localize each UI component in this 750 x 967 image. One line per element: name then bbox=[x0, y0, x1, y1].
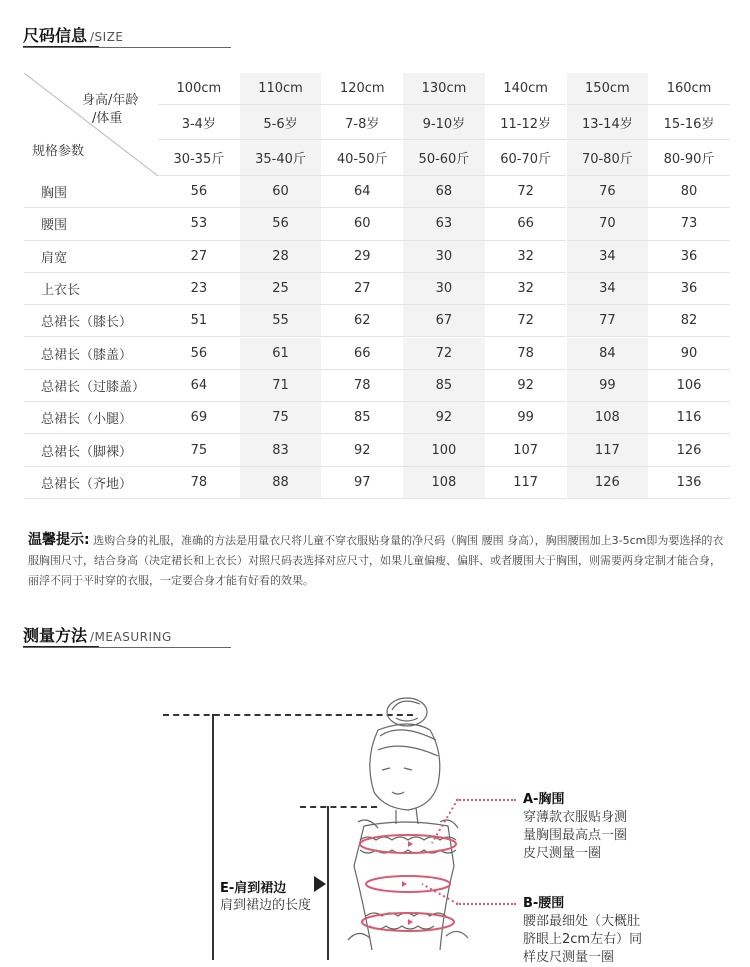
header-spec-label: 规格参数 bbox=[32, 144, 85, 159]
table-cell: 51 bbox=[158, 305, 240, 337]
header-age-cell: 5-6岁 bbox=[240, 105, 322, 140]
table-cell: 53 bbox=[158, 208, 240, 240]
table-cell: 34 bbox=[567, 273, 649, 305]
table-cell: 64 bbox=[158, 370, 240, 402]
chest-leader-diagonal bbox=[430, 797, 460, 845]
row-label: 总裙长（过膝盖） bbox=[24, 370, 158, 402]
table-cell: 80 bbox=[648, 176, 730, 208]
measure-title-cn: 测量方法 bbox=[23, 626, 88, 645]
table-cell: 25 bbox=[240, 273, 322, 305]
table-cell: 68 bbox=[403, 176, 485, 208]
table-cell: 88 bbox=[240, 467, 322, 499]
table-cell: 56 bbox=[240, 208, 322, 240]
table-cell: 67 bbox=[403, 305, 485, 337]
size-table bbox=[24, 73, 730, 499]
table-cell: 85 bbox=[403, 370, 485, 402]
row-label: 腰围 bbox=[24, 208, 158, 240]
row-label: 总裙长（脚裸） bbox=[24, 434, 158, 466]
table-cell: 55 bbox=[240, 305, 322, 337]
waist-title: B-腰围 bbox=[523, 896, 565, 911]
table-cell: 34 bbox=[567, 241, 649, 273]
table-cell: 66 bbox=[321, 338, 403, 370]
table-cell: 99 bbox=[485, 402, 567, 434]
header-age-cell: 15-16岁 bbox=[648, 105, 730, 140]
table-cell: 56 bbox=[158, 338, 240, 370]
table-cell: 62 bbox=[321, 305, 403, 337]
chest-desc-line: 皮尺测量一圈 bbox=[523, 846, 602, 861]
table-cell: 27 bbox=[158, 241, 240, 273]
table-cell: 85 bbox=[321, 402, 403, 434]
table-cell: 107 bbox=[485, 434, 567, 466]
table-cell: 78 bbox=[485, 338, 567, 370]
table-cell: 116 bbox=[648, 402, 730, 434]
table-cell: 75 bbox=[240, 402, 322, 434]
measure-section-title bbox=[23, 623, 172, 646]
waist-desc bbox=[523, 913, 642, 967]
table-cell: 23 bbox=[158, 273, 240, 305]
row-label: 总裙长（膝盖） bbox=[24, 338, 158, 370]
table-cell: 117 bbox=[485, 467, 567, 499]
table-cell: 32 bbox=[485, 273, 567, 305]
table-cell: 71 bbox=[240, 370, 322, 402]
table-cell: 61 bbox=[240, 338, 322, 370]
size-title-cn: 尺码信息 bbox=[23, 26, 88, 45]
tip-paragraph bbox=[28, 530, 731, 591]
table-cell: 32 bbox=[485, 241, 567, 273]
header-weight-cell: 80-90斤 bbox=[648, 140, 730, 176]
table-cell: 76 bbox=[567, 176, 649, 208]
table-cell: 100 bbox=[403, 434, 485, 466]
header-weight-cell: 30-35斤 bbox=[158, 140, 240, 176]
waist-leader-line bbox=[456, 903, 516, 905]
table-cell: 90 bbox=[648, 338, 730, 370]
measure-title-en: /MEASURING bbox=[90, 630, 172, 644]
header-height-cell: 110cm bbox=[240, 73, 322, 105]
table-cell: 92 bbox=[485, 370, 567, 402]
table-cell: 66 bbox=[485, 208, 567, 240]
header-height-cell: 140cm bbox=[485, 73, 567, 105]
row-label: 总裙长（齐地） bbox=[24, 467, 158, 499]
table-cell: 99 bbox=[567, 370, 649, 402]
table-cell: 36 bbox=[648, 273, 730, 305]
header-weight-cell: 60-70斤 bbox=[485, 140, 567, 176]
shoulder-hem-desc: 肩到裙边的长度 bbox=[220, 898, 312, 913]
table-cell: 63 bbox=[403, 208, 485, 240]
header-height-cell: 100cm bbox=[158, 73, 240, 105]
table-cell: 72 bbox=[485, 305, 567, 337]
table-cell: 78 bbox=[158, 467, 240, 499]
row-label: 肩宽 bbox=[24, 241, 158, 273]
header-weight-cell: 40-50斤 bbox=[321, 140, 403, 176]
size-section-title bbox=[23, 23, 124, 46]
header-weight-label: /体重 bbox=[92, 111, 123, 126]
row-label: 上衣长 bbox=[24, 273, 158, 305]
waist-desc-line: 腰部最细处（大概肚 bbox=[523, 914, 641, 929]
header-height-cell: 150cm bbox=[567, 73, 649, 105]
chest-desc-line: 量胸围最高点一圈 bbox=[523, 828, 628, 843]
height-vertical-line bbox=[212, 714, 214, 960]
row-label: 总裙长（小腿） bbox=[24, 402, 158, 434]
table-cell: 29 bbox=[321, 241, 403, 273]
header-age-cell: 7-8岁 bbox=[321, 105, 403, 140]
table-cell: 70 bbox=[567, 208, 649, 240]
table-cell: 92 bbox=[321, 434, 403, 466]
table-cell: 28 bbox=[240, 241, 322, 273]
table-cell: 83 bbox=[240, 434, 322, 466]
table-cell: 108 bbox=[567, 402, 649, 434]
table-cell: 69 bbox=[158, 402, 240, 434]
waist-desc-line: 脐眼上2cm左右）同 bbox=[523, 932, 643, 947]
table-cell: 64 bbox=[321, 176, 403, 208]
chest-desc-line: 穿薄款衣服贴身测 bbox=[523, 810, 628, 825]
chest-desc bbox=[523, 809, 627, 863]
table-cell: 60 bbox=[321, 208, 403, 240]
table-cell: 72 bbox=[485, 176, 567, 208]
header-height-age-label: 身高/年龄 bbox=[82, 93, 139, 108]
header-height-cell: 130cm bbox=[403, 73, 485, 105]
header-age-cell: 3-4岁 bbox=[158, 105, 240, 140]
table-cell: 82 bbox=[648, 305, 730, 337]
table-cell: 126 bbox=[567, 467, 649, 499]
table-cell: 72 bbox=[403, 338, 485, 370]
table-cell: 36 bbox=[648, 241, 730, 273]
table-cell: 73 bbox=[648, 208, 730, 240]
table-cell: 92 bbox=[403, 402, 485, 434]
table-cell: 77 bbox=[567, 305, 649, 337]
waist-leader-diagonal bbox=[420, 882, 460, 906]
header-weight-cell: 50-60斤 bbox=[403, 140, 485, 176]
table-cell: 97 bbox=[321, 467, 403, 499]
table-cell: 56 bbox=[158, 176, 240, 208]
tip-title: 温馨提示: bbox=[28, 532, 90, 548]
table-cell: 75 bbox=[158, 434, 240, 466]
size-title-en: /SIZE bbox=[90, 30, 124, 44]
row-label: 胸围 bbox=[24, 176, 158, 208]
table-cell: 136 bbox=[648, 467, 730, 499]
table-cell: 106 bbox=[648, 370, 730, 402]
header-age-cell: 11-12岁 bbox=[485, 105, 567, 140]
table-cell: 30 bbox=[403, 273, 485, 305]
waist-desc-line: 样皮尺测量一圈 bbox=[523, 950, 615, 965]
table-cell: 30 bbox=[403, 241, 485, 273]
table-cell: 126 bbox=[648, 434, 730, 466]
row-label: 总裙长（膝长） bbox=[24, 305, 158, 337]
chest-leader-line bbox=[456, 799, 516, 801]
header-height-cell: 160cm bbox=[648, 73, 730, 105]
tip-text: 选购合身的礼服，准确的方法是用量衣尺将儿童不穿衣服贴身量的净尺码（胸围 腰围 身高），胸围腰围加上3-5cm即为要选择的衣服胸围尺寸，结合身高（决定裙长和上衣长）对照尺码表选择对应尺寸，如果儿童偏瘦、偏胖、或者腰围大于胸围，则需要两身定制才能合身，丽浮不同于平时穿的衣服，一定要合身才能有好看的效果。 bbox=[28, 534, 724, 587]
table-cell: 27 bbox=[321, 273, 403, 305]
table-cell: 117 bbox=[567, 434, 649, 466]
header-height-cell: 120cm bbox=[321, 73, 403, 105]
table-cell: 84 bbox=[567, 338, 649, 370]
header-age-cell: 13-14岁 bbox=[567, 105, 649, 140]
e-arrow-icon bbox=[314, 876, 328, 892]
table-cell: 78 bbox=[321, 370, 403, 402]
girl-illustration bbox=[330, 690, 490, 960]
header-weight-cell: 70-80斤 bbox=[567, 140, 649, 176]
table-cell: 60 bbox=[240, 176, 322, 208]
header-weight-cell: 35-40斤 bbox=[240, 140, 322, 176]
table-cell: 108 bbox=[403, 467, 485, 499]
shoulder-hem-title: E-肩到裙边 bbox=[220, 881, 287, 896]
header-age-cell: 9-10岁 bbox=[403, 105, 485, 140]
chest-title: A-胸围 bbox=[523, 792, 565, 807]
